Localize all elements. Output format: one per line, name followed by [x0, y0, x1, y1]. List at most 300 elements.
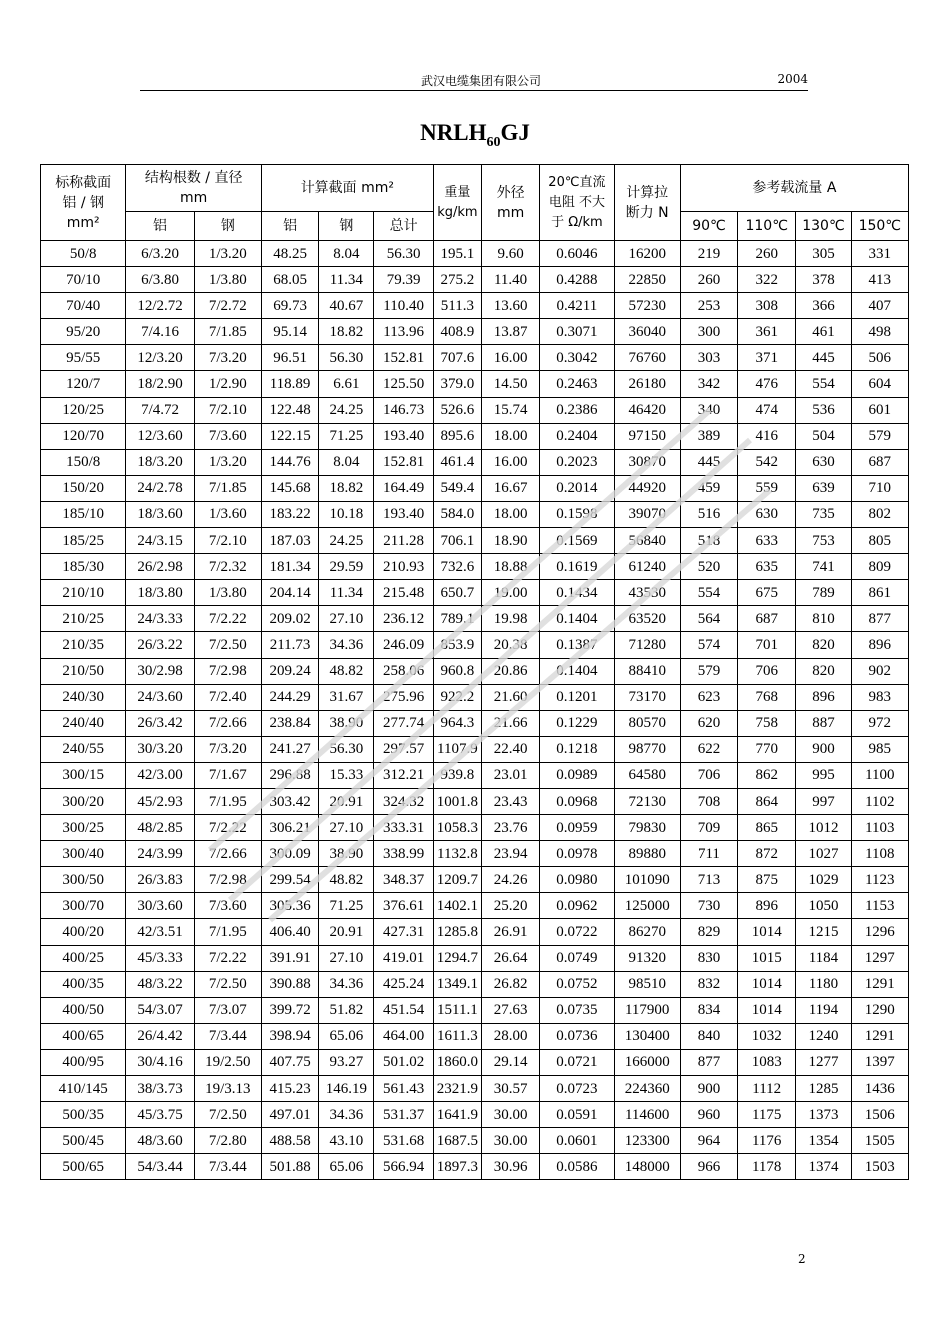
table-cell: 770 — [738, 736, 796, 762]
table-cell: 400/35 — [41, 971, 126, 997]
table-cell: 7/1.95 — [194, 919, 261, 945]
header-structure: 结构根数 / 直径 mm — [126, 165, 262, 212]
header-calc-st: 钢 — [319, 212, 374, 241]
table-cell: 300 — [680, 319, 737, 345]
table-cell: 1184 — [796, 945, 851, 971]
table-cell: 579 — [680, 658, 737, 684]
table-cell: 1/3.60 — [194, 501, 261, 527]
table-cell: 406.40 — [261, 919, 318, 945]
table-cell: 146.73 — [374, 397, 433, 423]
table-cell: 1176 — [738, 1128, 796, 1154]
header-diameter: 外径 mm — [481, 165, 539, 241]
table-cell: 0.6046 — [540, 241, 614, 267]
table-cell: 1194 — [796, 997, 851, 1023]
table-cell: 1108 — [851, 841, 908, 867]
table-row — [41, 449, 909, 475]
table-cell: 902 — [851, 658, 908, 684]
table-cell: 18.00 — [481, 423, 539, 449]
table-cell: 536 — [796, 397, 851, 423]
title-main: NRLH — [420, 120, 487, 145]
table-cell: 805 — [851, 528, 908, 554]
table-cell: 415.23 — [261, 1076, 318, 1102]
table-cell: 26180 — [614, 371, 680, 397]
table-cell: 73170 — [614, 684, 680, 710]
table-cell: 371 — [738, 345, 796, 371]
table-cell: 185/10 — [41, 501, 126, 527]
table-cell: 21.60 — [481, 684, 539, 710]
table-cell: 166000 — [614, 1049, 680, 1075]
table-cell: 123300 — [614, 1128, 680, 1154]
table-cell: 26/3.83 — [126, 867, 194, 893]
table-cell: 820 — [796, 658, 851, 684]
table-cell: 709 — [680, 815, 737, 841]
table-cell: 531.68 — [374, 1128, 433, 1154]
table-cell: 338.99 — [374, 841, 433, 867]
table-cell: 110.40 — [374, 293, 433, 319]
table-cell: 1180 — [796, 971, 851, 997]
table-cell: 1294.7 — [433, 945, 481, 971]
table-cell: 16.00 — [481, 345, 539, 371]
table-cell: 635 — [738, 554, 796, 580]
table-cell: 38.90 — [319, 841, 374, 867]
table-cell: 122.48 — [261, 397, 318, 423]
table-cell: 1503 — [851, 1154, 908, 1180]
table-row — [41, 658, 909, 684]
table-cell: 193.40 — [374, 501, 433, 527]
table-cell: 7/2.50 — [194, 1102, 261, 1128]
table-cell: 125000 — [614, 893, 680, 919]
table-cell: 11.34 — [319, 580, 374, 606]
table-cell: 461 — [796, 319, 851, 345]
table-cell: 1291 — [851, 971, 908, 997]
table-cell: 193.40 — [374, 423, 433, 449]
table-cell: 960 — [680, 1102, 737, 1128]
table-cell: 48.82 — [319, 867, 374, 893]
table-cell: 0.0980 — [540, 867, 614, 893]
header-t130: 130℃ — [796, 212, 851, 241]
table-cell: 36040 — [614, 319, 680, 345]
table-cell: 12/3.60 — [126, 423, 194, 449]
table-cell: 459 — [680, 475, 737, 501]
table-cell: 810 — [796, 606, 851, 632]
table-cell: 887 — [796, 710, 851, 736]
table-cell: 12/2.72 — [126, 293, 194, 319]
table-cell: 0.0591 — [540, 1102, 614, 1128]
table-cell: 451.54 — [374, 997, 433, 1023]
table-cell: 1373 — [796, 1102, 851, 1128]
table-cell: 98510 — [614, 971, 680, 997]
table-cell: 1209.7 — [433, 867, 481, 893]
table-cell: 830 — [680, 945, 737, 971]
table-cell: 348.37 — [374, 867, 433, 893]
table-cell: 210/50 — [41, 658, 126, 684]
table-cell: 400/50 — [41, 997, 126, 1023]
table-cell: 79830 — [614, 815, 680, 841]
table-cell: 9.60 — [481, 241, 539, 267]
table-cell: 400/20 — [41, 919, 126, 945]
table-cell: 500/35 — [41, 1102, 126, 1128]
header-structure-al: 铝 — [126, 212, 194, 241]
table-cell: 260 — [738, 241, 796, 267]
table-cell: 0.3042 — [540, 345, 614, 371]
table-row — [41, 841, 909, 867]
table-cell: 464.00 — [374, 1023, 433, 1049]
table-cell: 0.0989 — [540, 762, 614, 788]
table-cell: 896 — [738, 893, 796, 919]
table-row — [41, 736, 909, 762]
table-cell: 408.9 — [433, 319, 481, 345]
table-cell: 209.02 — [261, 606, 318, 632]
table-cell: 12/3.20 — [126, 345, 194, 371]
table-cell: 27.63 — [481, 997, 539, 1023]
table-cell: 30.00 — [481, 1102, 539, 1128]
table-cell: 305 — [796, 241, 851, 267]
table-cell: 549.4 — [433, 475, 481, 501]
table-cell: 7/3.60 — [194, 423, 261, 449]
table-cell: 877 — [851, 606, 908, 632]
title-suffix: GJ — [500, 120, 530, 145]
table-cell: 1178 — [738, 1154, 796, 1180]
table-cell: 0.1387 — [540, 632, 614, 658]
table-cell: 972 — [851, 710, 908, 736]
header-calc-total: 总计 — [374, 212, 433, 241]
table-cell: 0.0749 — [540, 945, 614, 971]
table-row — [41, 1154, 909, 1180]
table-row — [41, 397, 909, 423]
table-cell: 64580 — [614, 762, 680, 788]
table-cell: 0.0601 — [540, 1128, 614, 1154]
table-cell: 732.6 — [433, 554, 481, 580]
table-cell: 400/25 — [41, 945, 126, 971]
table-cell: 0.0978 — [540, 841, 614, 867]
table-cell: 706.1 — [433, 528, 481, 554]
table-cell: 895.6 — [433, 423, 481, 449]
table-cell: 14.50 — [481, 371, 539, 397]
table-cell: 19.00 — [481, 580, 539, 606]
table-cell: 68.05 — [261, 267, 318, 293]
table-cell: 1014 — [738, 997, 796, 1023]
table-cell: 48/3.22 — [126, 971, 194, 997]
table-cell: 1032 — [738, 1023, 796, 1049]
table-cell: 0.0735 — [540, 997, 614, 1023]
table-cell: 623 — [680, 684, 737, 710]
table-cell: 995 — [796, 762, 851, 788]
table-cell: 10.18 — [319, 501, 374, 527]
table-cell: 566.94 — [374, 1154, 433, 1180]
table-cell: 56.30 — [319, 736, 374, 762]
table-cell: 741 — [796, 554, 851, 580]
table-cell: 0.1569 — [540, 528, 614, 554]
table-cell: 1374 — [796, 1154, 851, 1180]
table-cell: 861 — [851, 580, 908, 606]
table-cell: 21.66 — [481, 710, 539, 736]
table-cell: 48.82 — [319, 658, 374, 684]
table-cell: 42/3.51 — [126, 919, 194, 945]
table-cell: 56840 — [614, 528, 680, 554]
table-cell: 2321.9 — [433, 1076, 481, 1102]
table-cell: 26.91 — [481, 919, 539, 945]
table-cell: 96.51 — [261, 345, 318, 371]
table-cell: 333.31 — [374, 815, 433, 841]
table-cell: 0.1218 — [540, 736, 614, 762]
table-cell: 1687.5 — [433, 1128, 481, 1154]
table-row — [41, 1102, 909, 1128]
table-cell: 407 — [851, 293, 908, 319]
table-cell: 1/3.80 — [194, 580, 261, 606]
table-cell: 72130 — [614, 788, 680, 814]
table-cell: 23.94 — [481, 841, 539, 867]
table-cell: 246.09 — [374, 632, 433, 658]
table-cell: 300/15 — [41, 762, 126, 788]
table-cell: 23.76 — [481, 815, 539, 841]
table-cell: 244.29 — [261, 684, 318, 710]
table-cell: 864 — [738, 788, 796, 814]
table-cell: 297.57 — [374, 736, 433, 762]
table-cell: 997 — [796, 788, 851, 814]
table-cell: 687 — [738, 606, 796, 632]
table-cell: 0.0586 — [540, 1154, 614, 1180]
table-cell: 20.91 — [319, 919, 374, 945]
table-cell: 24/3.15 — [126, 528, 194, 554]
table-cell: 150/8 — [41, 449, 126, 475]
table-row — [41, 632, 909, 658]
table-cell: 1611.3 — [433, 1023, 481, 1049]
table-cell: 18.82 — [319, 319, 374, 345]
table-cell: 7/2.50 — [194, 971, 261, 997]
table-cell: 95/55 — [41, 345, 126, 371]
table-cell: 574 — [680, 632, 737, 658]
table-cell: 185/25 — [41, 528, 126, 554]
table-cell: 400/65 — [41, 1023, 126, 1049]
table-row — [41, 528, 909, 554]
table-cell: 146.19 — [319, 1076, 374, 1102]
table-cell: 1027 — [796, 841, 851, 867]
table-cell: 506 — [851, 345, 908, 371]
table-cell: 1012 — [796, 815, 851, 841]
table-cell: 706 — [738, 658, 796, 684]
table-cell: 210.93 — [374, 554, 433, 580]
table-cell: 342 — [680, 371, 737, 397]
table-row — [41, 1076, 909, 1102]
table-cell: 0.0962 — [540, 893, 614, 919]
table-cell: 275.96 — [374, 684, 433, 710]
table-cell: 554 — [680, 580, 737, 606]
table-cell: 50/8 — [41, 241, 126, 267]
table-cell: 18.00 — [481, 501, 539, 527]
table-cell: 48/3.60 — [126, 1128, 194, 1154]
table-cell: 516 — [680, 501, 737, 527]
table-cell: 40.67 — [319, 293, 374, 319]
table-cell: 63520 — [614, 606, 680, 632]
table-cell: 16.00 — [481, 449, 539, 475]
table-cell: 18/2.90 — [126, 371, 194, 397]
table-cell: 504 — [796, 423, 851, 449]
table-cell: 650.7 — [433, 580, 481, 606]
table-cell: 45/3.75 — [126, 1102, 194, 1128]
table-cell: 30/4.16 — [126, 1049, 194, 1075]
table-cell: 1029 — [796, 867, 851, 893]
table-cell: 56.30 — [319, 345, 374, 371]
table-cell: 210/25 — [41, 606, 126, 632]
table-cell: 18/3.60 — [126, 501, 194, 527]
table-cell: 840 — [680, 1023, 737, 1049]
header-calc-al: 铝 — [261, 212, 318, 241]
table-row — [41, 319, 909, 345]
table-cell: 27.10 — [319, 815, 374, 841]
table-cell: 1103 — [851, 815, 908, 841]
table-cell: 960.8 — [433, 658, 481, 684]
table-cell: 630 — [738, 501, 796, 527]
table-cell: 391.91 — [261, 945, 318, 971]
table-cell: 148000 — [614, 1154, 680, 1180]
table-cell: 181.34 — [261, 554, 318, 580]
table-cell: 1277 — [796, 1049, 851, 1075]
table-cell: 117900 — [614, 997, 680, 1023]
table-cell: 8.04 — [319, 449, 374, 475]
table-cell: 238.84 — [261, 710, 318, 736]
table-cell: 30.96 — [481, 1154, 539, 1180]
table-cell: 80570 — [614, 710, 680, 736]
table-cell: 1860.0 — [433, 1049, 481, 1075]
table-cell: 520 — [680, 554, 737, 580]
table-cell: 966 — [680, 1154, 737, 1180]
table-cell: 1285.8 — [433, 919, 481, 945]
table-cell: 46420 — [614, 397, 680, 423]
table-cell: 24.25 — [319, 397, 374, 423]
table-cell: 89880 — [614, 841, 680, 867]
table-cell: 1285 — [796, 1076, 851, 1102]
table-cell: 501.02 — [374, 1049, 433, 1075]
table-cell: 0.1229 — [540, 710, 614, 736]
table-cell: 7/4.72 — [126, 397, 194, 423]
table-cell: 76760 — [614, 345, 680, 371]
table-cell: 445 — [680, 449, 737, 475]
table-cell: 299.54 — [261, 867, 318, 893]
table-cell: 24.26 — [481, 867, 539, 893]
table-cell: 210/35 — [41, 632, 126, 658]
table-cell: 164.49 — [374, 475, 433, 501]
table-cell: 0.1201 — [540, 684, 614, 710]
table-cell: 7/3.44 — [194, 1023, 261, 1049]
table-cell: 57230 — [614, 293, 680, 319]
table-cell: 0.0721 — [540, 1049, 614, 1075]
table-row — [41, 919, 909, 945]
table-cell: 400/95 — [41, 1049, 126, 1075]
table-cell: 853.9 — [433, 632, 481, 658]
table-cell: 11.34 — [319, 267, 374, 293]
table-cell: 735 — [796, 501, 851, 527]
table-cell: 91320 — [614, 945, 680, 971]
table-cell: 277.74 — [374, 710, 433, 736]
table-cell: 300/20 — [41, 788, 126, 814]
table-cell: 236.12 — [374, 606, 433, 632]
table-cell: 26/3.42 — [126, 710, 194, 736]
table-row — [41, 788, 909, 814]
table-cell: 707.6 — [433, 345, 481, 371]
table-cell: 300/25 — [41, 815, 126, 841]
table-cell: 0.3071 — [540, 319, 614, 345]
table-cell: 120/70 — [41, 423, 126, 449]
table-cell: 0.0968 — [540, 788, 614, 814]
table-cell: 240/30 — [41, 684, 126, 710]
table-cell: 26/4.42 — [126, 1023, 194, 1049]
table-cell: 0.0959 — [540, 815, 614, 841]
table-cell: 306.21 — [261, 815, 318, 841]
table-cell: 95.14 — [261, 319, 318, 345]
table-cell: 27.10 — [319, 606, 374, 632]
table-cell: 25.20 — [481, 893, 539, 919]
table-cell: 24.25 — [319, 528, 374, 554]
table-cell: 130400 — [614, 1023, 680, 1049]
table-cell: 713 — [680, 867, 737, 893]
table-cell: 620 — [680, 710, 737, 736]
table-cell: 708 — [680, 788, 737, 814]
table-cell: 31.67 — [319, 684, 374, 710]
table-cell: 215.48 — [374, 580, 433, 606]
table-cell: 71.25 — [319, 893, 374, 919]
table-cell: 30/2.98 — [126, 658, 194, 684]
table-cell: 0.1434 — [540, 580, 614, 606]
table-cell: 1641.9 — [433, 1102, 481, 1128]
table-cell: 398.94 — [261, 1023, 318, 1049]
table-cell: 1296 — [851, 919, 908, 945]
table-cell: 1058.3 — [433, 815, 481, 841]
table-cell: 20.86 — [481, 658, 539, 684]
table-cell: 120/25 — [41, 397, 126, 423]
table-cell: 331 — [851, 241, 908, 267]
table-cell: 366 — [796, 293, 851, 319]
table-cell: 24/2.78 — [126, 475, 194, 501]
table-cell: 413 — [851, 267, 908, 293]
table-cell: 13.60 — [481, 293, 539, 319]
header-calc-area: 计算截面 mm² — [261, 165, 433, 212]
table-cell: 26/2.98 — [126, 554, 194, 580]
table-cell: 19/3.13 — [194, 1076, 261, 1102]
table-cell: 23.01 — [481, 762, 539, 788]
table-cell: 0.2404 — [540, 423, 614, 449]
table-cell: 88410 — [614, 658, 680, 684]
table-cell: 445 — [796, 345, 851, 371]
table-cell: 758 — [738, 710, 796, 736]
table-cell: 258.06 — [374, 658, 433, 684]
table-cell: 240/55 — [41, 736, 126, 762]
table-cell: 1297 — [851, 945, 908, 971]
table-cell: 872 — [738, 841, 796, 867]
table-cell: 22.40 — [481, 736, 539, 762]
table-cell: 559 — [738, 475, 796, 501]
table-row — [41, 554, 909, 580]
table-cell: 152.81 — [374, 345, 433, 371]
table-cell: 34.36 — [319, 971, 374, 997]
table-cell: 1/2.90 — [194, 371, 261, 397]
table-cell: 6/3.80 — [126, 267, 194, 293]
table-cell: 900 — [680, 1076, 737, 1102]
table-cell: 125.50 — [374, 371, 433, 397]
table-cell: 730 — [680, 893, 737, 919]
table-cell: 416 — [738, 423, 796, 449]
table-cell: 0.2463 — [540, 371, 614, 397]
table-cell: 11.40 — [481, 267, 539, 293]
header-t150: 150℃ — [851, 212, 908, 241]
table-cell: 144.76 — [261, 449, 318, 475]
table-cell: 789.1 — [433, 606, 481, 632]
table-cell: 7/2.98 — [194, 658, 261, 684]
table-cell: 1153 — [851, 893, 908, 919]
table-cell: 303 — [680, 345, 737, 371]
table-cell: 1291 — [851, 1023, 908, 1049]
table-cell: 378 — [796, 267, 851, 293]
table-row — [41, 423, 909, 449]
